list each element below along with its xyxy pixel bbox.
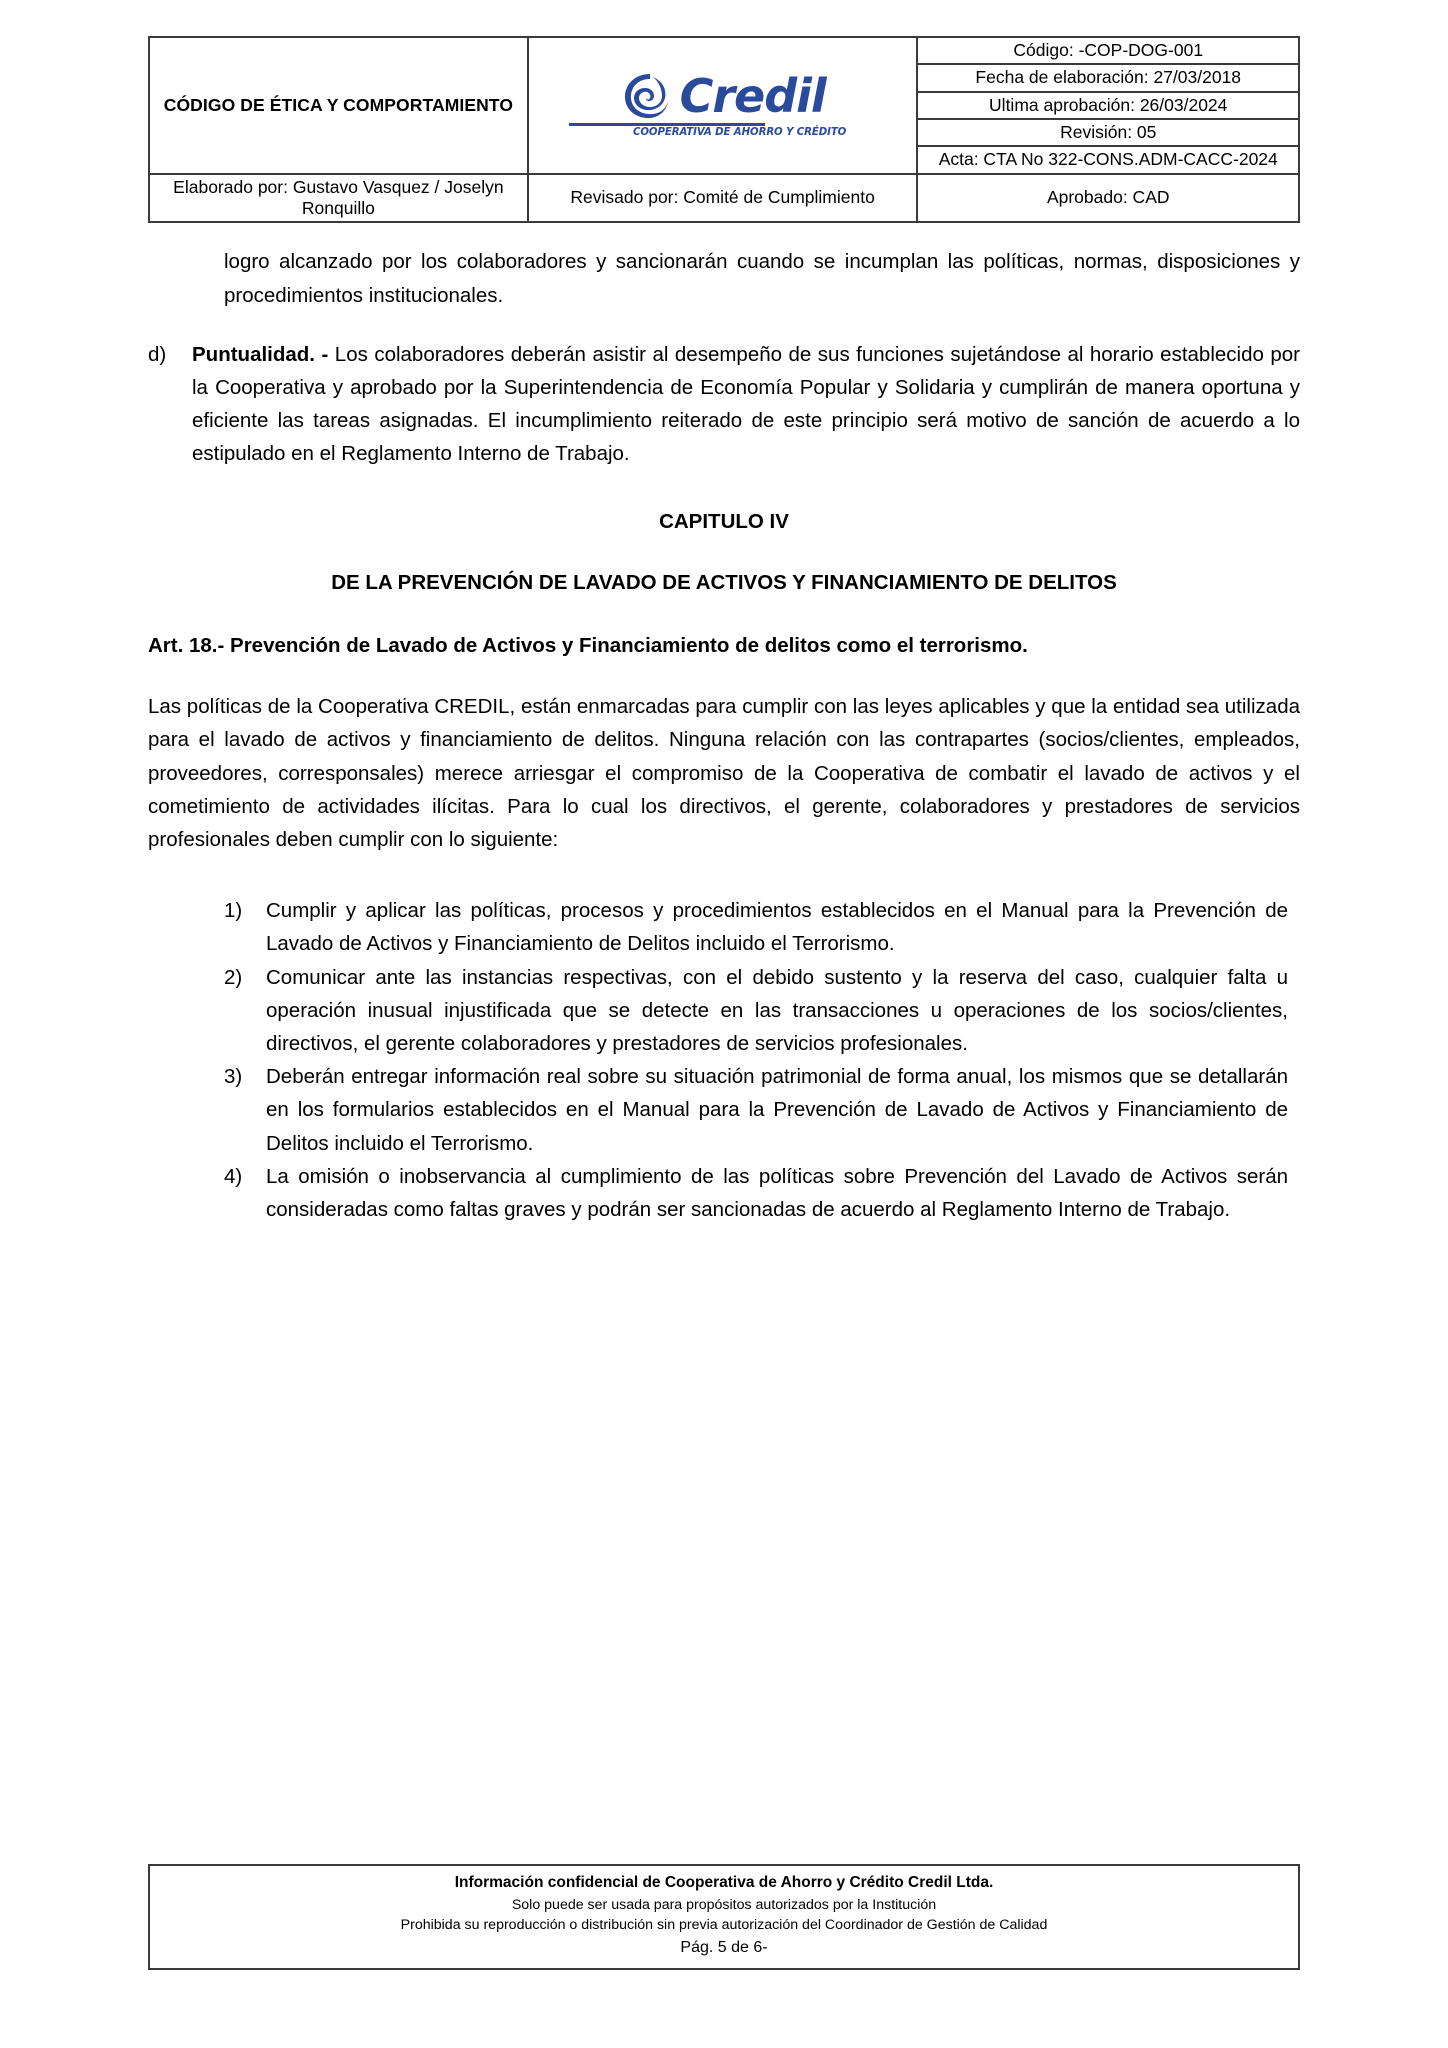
logo-tagline: COOPERATIVA DE AHORRO Y CRÉDITO [633,127,847,139]
footer-page-number: Pág. 5 de 6- [680,1939,768,1956]
list-item-d-text: Los colaboradores deberán asistir al desempeño de sus funciones sujetándose al horario establecido por la Cooperativa y aprobado por la Superintendencia de Economía Popular y Solidaria y cumplirán de manera oportuna y eficiente las tareas asignadas. El incumplimiento reiterado de este principio será motivo de sanción de acuerdo a lo estipulado en el Reglamento Interno de Trabajo. [192,342,1300,466]
meta-fecha-elaboracion: Fecha de elaboración: 27/03/2018 [917,64,1299,91]
document-header-table [148,36,1300,223]
list-item-text: Comunicar ante las instancias respectivas, con el debido sustento y la reserva del caso, cualquier falta u operación inusual injustificada que se detecte en las transacciones u operaciones de los socios/clientes, directivos, el gerente colaboradores y prestadores de servicios profesionales. [266,965,1288,1056]
list-item-d-lead: Puntualidad. - [192,342,329,366]
footer-usage-notice: Solo puede ser usada para propósitos autorizados por la Institución [511,1896,937,1913]
footer-reproduction-notice: Prohibida su reproducción o distribución sin previa autorización del Coordinador de Gestión de Calidad [400,1917,1048,1934]
signoff-revisado: Revisado por: Comité de Cumplimiento [528,174,918,223]
chapter-title: CAPITULO IV [659,509,789,533]
header-row-signoff [149,174,1299,223]
logo-underline-rule [569,123,765,126]
list-item-number: 3) [224,1065,243,1089]
chapter-subtitle: DE LA PREVENCIÓN DE LAVADO DE ACTIVOS Y FINANCIAMIENTO DE DELITOS [331,570,1117,594]
logo-mark-and-word [533,69,913,124]
meta-acta: Acta: CTA No 322-CONS.ADM-CACC-2024 [917,146,1299,173]
logo-wordmark: Credil [679,69,826,124]
numbered-obligations-list [148,894,1300,1226]
article-heading: Art. 18.- Prevención de Lavado de Activos y Financiamiento de delitos como el terrorismo. [148,634,1028,658]
intro-paragraph: Las políticas de la Cooperativa CREDIL, están enmarcadas para cumplir con las leyes aplicables y que la entidad sea utilizada para el lavado de activos y financiamiento de delitos. Ninguna relación con las contrapartes (socios/clientes, empleados, proveedores, corresponsales) merece arriesgar el compromiso de la Cooperativa de combatir el lavado de activos y el cometimiento de actividades ilícitas. Para lo cual los directivos, el gerente, colaboradores y prestadores de servicios profesionales deben cumplir con lo siguiente: [148,695,1300,852]
list-item-number: 1) [224,899,243,923]
list-item [148,1060,1300,1160]
meta-codigo: Código: -COP-DOG-001 [917,37,1299,64]
signoff-elaborado: Elaborado por: Gustavo Vasquez / Joselyn Ronquillo [149,174,528,223]
meta-revision: Revisión: 05 [917,119,1299,146]
signoff-aprobado: Aprobado: CAD [917,174,1299,223]
list-item-number: 4) [224,1164,243,1188]
credil-logo [533,71,913,139]
footer-confidential-notice: Información confidencial de Cooperativa de Ahorro y Crédito Credil Ltda. [454,1874,994,1892]
list-item [148,894,1300,960]
list-item [148,1160,1300,1226]
document-body [148,223,1300,1226]
meta-ultima-aprobacion: Ultima aprobación: 26/03/2024 [917,92,1299,119]
credil-swirl-icon [620,71,672,121]
list-item-text: Cumplir y aplicar las políticas, procesos y procedimientos establecidos en el Manual para la Prevención de Lavado de Activos y Financiamiento de Delitos incluido el Terrorismo. [266,899,1288,956]
list-item [148,961,1300,1061]
document-footer [148,1864,1300,1970]
list-item-d-content [192,338,1300,471]
list-item-d-marker: d) [148,342,167,366]
list-item-text: Deberán entregar información real sobre su situación patrimonial de forma anual, los mismos que se detallarán en los formularios establecidos en el Manual para la Prevención de Lavado de Activos y Financiamiento de Delitos incluido el Terrorismo. [266,1065,1288,1155]
logo-cell [528,37,918,174]
list-item-number: 2) [224,965,243,989]
header-row-main [149,37,1299,64]
continued-paragraph: logro alcanzado por los colaboradores y sancionarán cuando se incumplan las políticas, normas, disposiciones y procedimientos institucionales. [224,250,1300,307]
document-title-cell: CÓDIGO DE ÉTICA Y COMPORTAMIENTO [149,37,528,174]
list-item-d [148,338,1300,471]
list-item-text: La omisión o inobservancia al cumplimiento de las políticas sobre Prevención del Lavado de Activos serán consideradas como faltas graves y podrán ser sancionadas de acuerdo al Reglamento Interno de Trabajo. [266,1164,1288,1222]
